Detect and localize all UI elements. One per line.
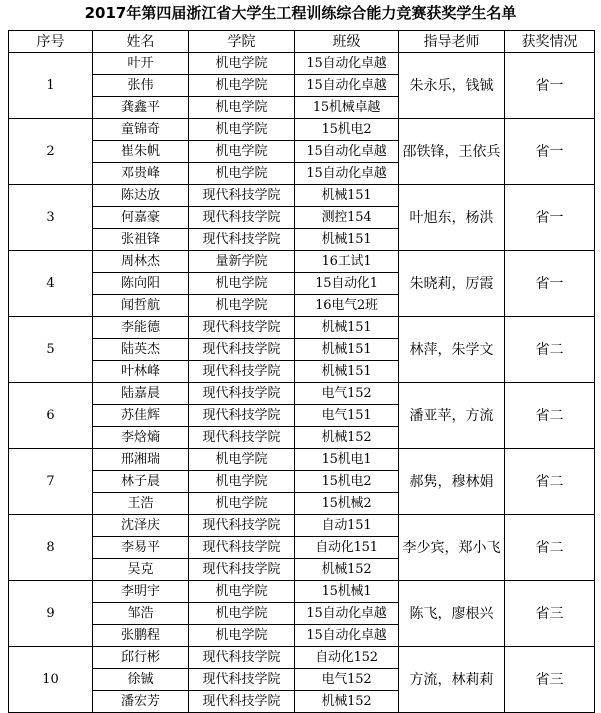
student-class: 15自动化卓越 [295,163,399,185]
student-class: 16电气2班 [295,295,399,317]
student-class: 测控154 [295,207,399,229]
student-college: 现代科技学院 [189,537,295,559]
student-name: 李能德 [93,317,189,339]
group-teachers: 朱晓莉，厉霞 [399,251,505,317]
student-class: 15自动化1 [295,273,399,295]
student-college: 机电学院 [189,119,295,141]
group-award: 省二 [505,317,595,383]
group-award: 省二 [505,515,595,581]
student-class: 自动151 [295,515,399,537]
header-seq: 序号 [9,31,93,53]
student-name: 王浩 [93,493,189,515]
student-class: 15机电2 [295,471,399,493]
award-table [8,30,595,713]
student-name: 邢湘瑞 [93,449,189,471]
group-seq: 9 [9,581,93,647]
student-name: 陆嘉晨 [93,383,189,405]
student-college: 机电学院 [189,625,295,647]
group-award: 省三 [505,581,595,647]
student-name: 潘宏芳 [93,691,189,713]
student-name: 沈泽庆 [93,515,189,537]
header-row [9,31,595,53]
table-row [9,119,595,141]
student-name: 周林杰 [93,251,189,273]
group-award: 省一 [505,251,595,317]
student-name: 崔朱帆 [93,141,189,163]
student-class: 15机电2 [295,119,399,141]
group-seq: 3 [9,185,93,251]
group-seq: 7 [9,449,93,515]
student-name: 吴克 [93,559,189,581]
student-name: 张鹏程 [93,625,189,647]
student-name: 何嘉豪 [93,207,189,229]
student-name: 闻哲航 [93,295,189,317]
group-seq: 4 [9,251,93,317]
student-college: 机电学院 [189,449,295,471]
student-name: 叶开 [93,53,189,75]
table-body [9,53,595,713]
group-seq: 6 [9,383,93,449]
student-class: 机械151 [295,317,399,339]
student-name: 李易平 [93,537,189,559]
table-row [9,647,595,669]
group-award: 省二 [505,449,595,515]
student-class: 电气152 [295,383,399,405]
group-teachers: 叶旭东，杨洪 [399,185,505,251]
header-teacher: 指导老师 [399,31,505,53]
student-name: 林子晨 [93,471,189,493]
group-teachers: 朱永乐，钱铖 [399,53,505,119]
student-college: 机电学院 [189,603,295,625]
table-row [9,317,595,339]
header-name: 姓名 [93,31,189,53]
student-class: 机械151 [295,185,399,207]
group-teachers: 邵铁锋，王依兵 [399,119,505,185]
student-college: 机电学院 [189,493,295,515]
student-college: 现代科技学院 [189,405,295,427]
group-seq: 1 [9,53,93,119]
student-name: 邹浩 [93,603,189,625]
group-teachers: 潘亚苹，方流 [399,383,505,449]
student-class: 机械151 [295,229,399,251]
student-college: 现代科技学院 [189,361,295,383]
student-class: 机械151 [295,361,399,383]
student-college: 量新学院 [189,251,295,273]
student-college: 现代科技学院 [189,317,295,339]
student-class: 15自动化卓越 [295,75,399,97]
table-row [9,581,595,603]
student-college: 现代科技学院 [189,515,295,537]
group-seq: 8 [9,515,93,581]
group-seq: 5 [9,317,93,383]
student-class: 自动化151 [295,537,399,559]
group-teachers: 方流，林莉莉 [399,647,505,713]
document-title: 2017年第四届浙江省大学生工程训练综合能力竞赛获奖学生名单 [84,4,517,22]
student-class: 15机械2 [295,493,399,515]
header-college: 学院 [189,31,295,53]
group-seq: 2 [9,119,93,185]
student-class: 15自动化卓越 [295,53,399,75]
group-award: 省一 [505,53,595,119]
student-class: 15自动化卓越 [295,625,399,647]
student-college: 机电学院 [189,97,295,119]
student-college: 机电学院 [189,471,295,493]
student-college: 机电学院 [189,75,295,97]
group-award: 省二 [505,383,595,449]
student-class: 16工试1 [295,251,399,273]
table-row [9,251,595,273]
student-name: 龚鑫平 [93,97,189,119]
header-class: 班级 [295,31,399,53]
student-college: 机电学院 [189,295,295,317]
student-college: 现代科技学院 [189,383,295,405]
student-college: 现代科技学院 [189,229,295,251]
student-class: 机械151 [295,339,399,361]
student-class: 15自动化卓越 [295,603,399,625]
student-class: 15自动化卓越 [295,141,399,163]
student-name: 陈达放 [93,185,189,207]
group-teachers: 陈飞，廖根兴 [399,581,505,647]
student-class: 电气151 [295,405,399,427]
group-award: 省一 [505,119,595,185]
student-college: 现代科技学院 [189,647,295,669]
student-college: 机电学院 [189,53,295,75]
student-college: 现代科技学院 [189,339,295,361]
group-seq: 10 [9,647,93,713]
student-name: 张伟 [93,75,189,97]
student-college: 现代科技学院 [189,669,295,691]
student-name: 邱行彬 [93,647,189,669]
student-name: 邓贵峰 [93,163,189,185]
student-class: 15机电1 [295,449,399,471]
group-award: 省三 [505,647,595,713]
student-class: 15机械卓越 [295,97,399,119]
student-college: 现代科技学院 [189,559,295,581]
group-teachers: 李少宾，郑小飞 [399,515,505,581]
student-college: 现代科技学院 [189,427,295,449]
student-name: 叶林峰 [93,361,189,383]
student-class: 自动化152 [295,647,399,669]
student-name: 徐铖 [93,669,189,691]
group-award: 省一 [505,185,595,251]
student-name: 李明宇 [93,581,189,603]
student-class: 机械152 [295,427,399,449]
student-college: 现代科技学院 [189,691,295,713]
student-name: 张祖锋 [93,229,189,251]
student-college: 机电学院 [189,581,295,603]
table-row [9,53,595,75]
student-college: 现代科技学院 [189,185,295,207]
student-name: 李焓熵 [93,427,189,449]
student-name: 陈向阳 [93,273,189,295]
student-college: 机电学院 [189,273,295,295]
group-teachers: 林萍，朱学文 [399,317,505,383]
student-name: 陆英杰 [93,339,189,361]
student-class: 机械152 [295,559,399,581]
header-award: 获奖情况 [505,31,595,53]
student-name: 苏佳辉 [93,405,189,427]
student-class: 15机械1 [295,581,399,603]
table-row [9,383,595,405]
student-college: 机电学院 [189,163,295,185]
student-college: 机电学院 [189,141,295,163]
student-class: 机械152 [295,691,399,713]
student-college: 现代科技学院 [189,207,295,229]
student-class: 电气152 [295,669,399,691]
student-name: 童锦奇 [93,119,189,141]
table-row [9,515,595,537]
table-row [9,185,595,207]
table-row [9,449,595,471]
group-teachers: 郝隽，穆林娟 [399,449,505,515]
